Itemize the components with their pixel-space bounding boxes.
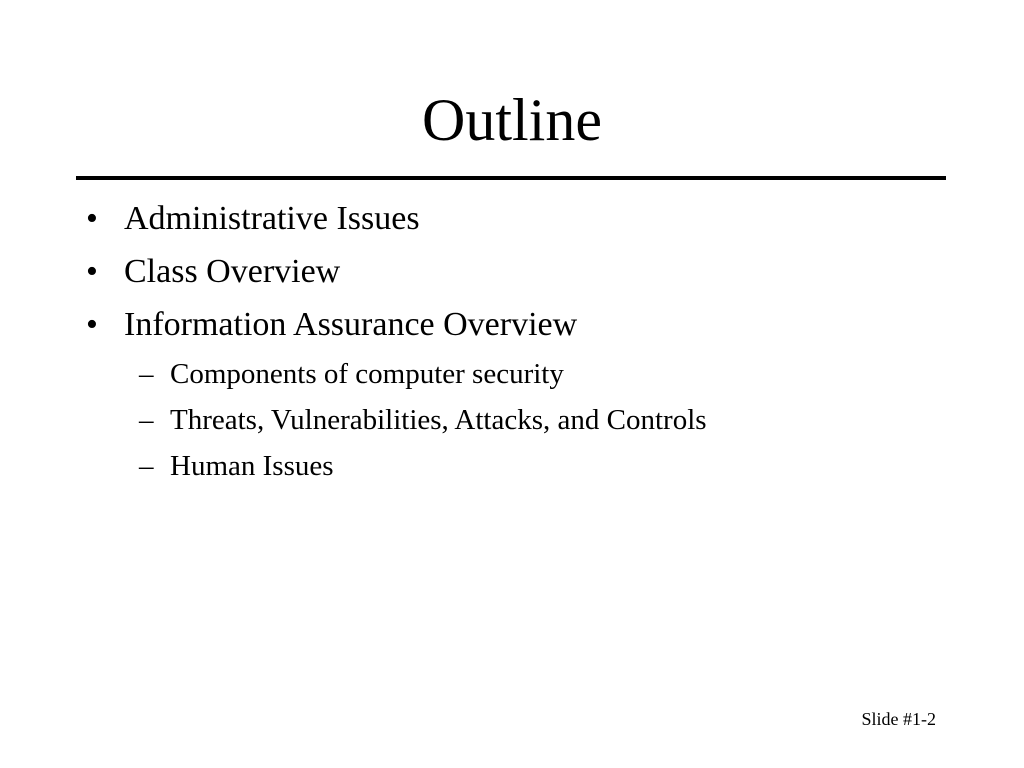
sub-bullet-item-components (86, 351, 966, 397)
slide-number: Slide #1-2 (861, 709, 936, 729)
title-divider (76, 176, 946, 180)
bullet-text: Administrative Issues (124, 200, 420, 237)
sub-bullet-text: Human Issues (170, 450, 334, 482)
bullet-item-administrative-issues (86, 192, 966, 245)
bullet-text: Information Assurance Overview (124, 306, 578, 343)
sub-bullet-text: Components of computer security (170, 358, 564, 390)
sub-bullet-marker: – (139, 450, 154, 482)
bullet-item-class-overview (86, 245, 966, 298)
sub-bullet-text: Threats, Vulnerabilities, Attacks, and Controls (170, 404, 707, 436)
bullet-text: Class Overview (124, 253, 341, 290)
sub-bullet-marker: – (139, 404, 154, 436)
bullet-marker: • (86, 200, 98, 237)
bullet-marker: • (86, 253, 98, 290)
sub-bullet-item-threats (86, 397, 966, 443)
outline-list (86, 192, 966, 489)
sub-bullet-item-human-issues (86, 443, 966, 489)
sub-bullet-marker: – (139, 358, 154, 390)
bullet-item-information-assurance-overview (86, 298, 966, 351)
slide-title: Outline (422, 87, 602, 153)
bullet-marker: • (86, 306, 98, 343)
